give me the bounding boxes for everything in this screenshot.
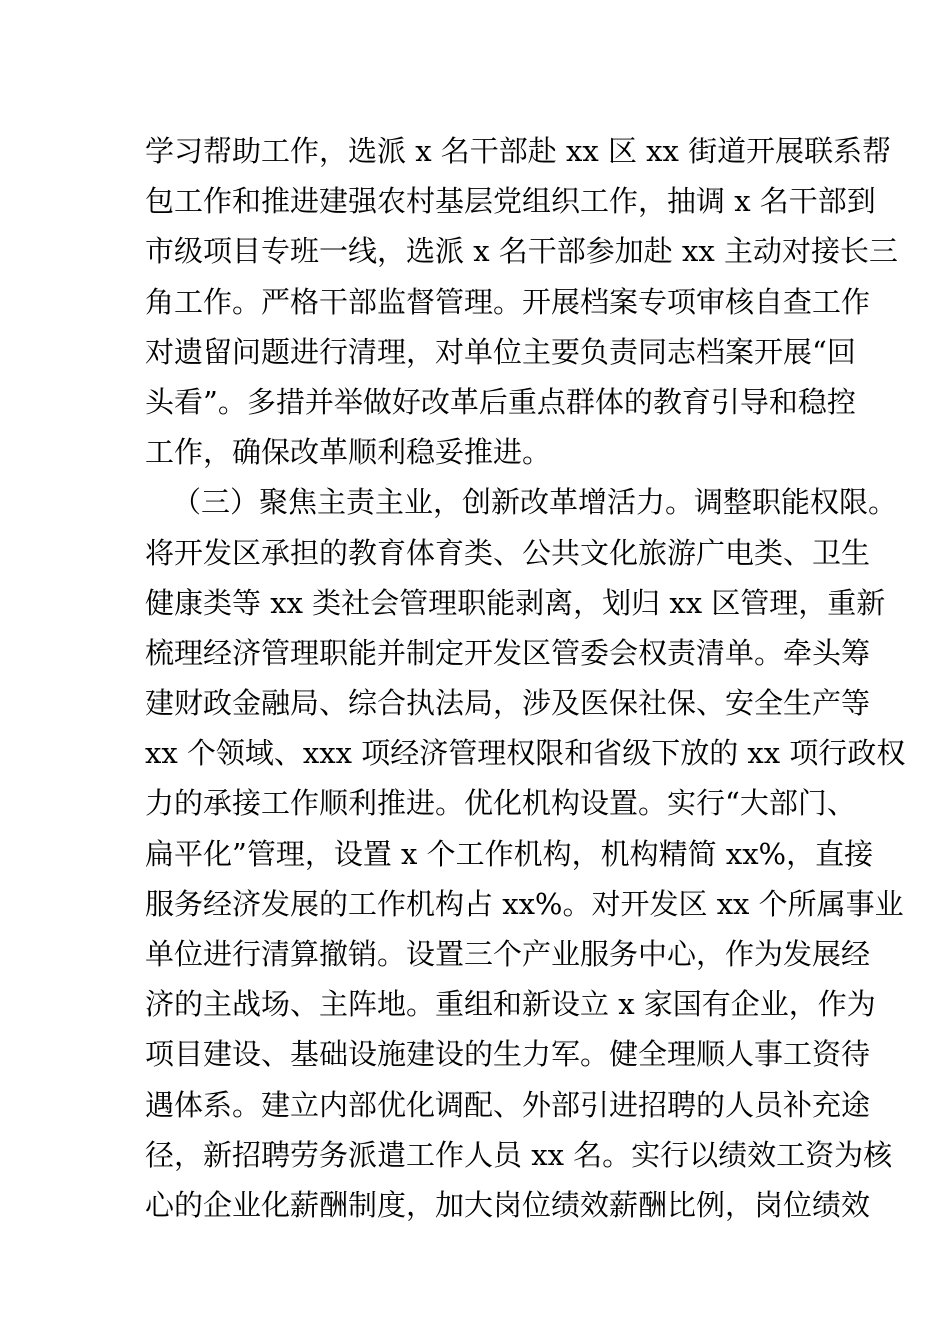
text-line-15: 扁平化”管理，设置 x 个工作机构，机构精简 xx%，直接 <box>145 836 874 871</box>
text-line-13: xx 个领域、xxx 项经济管理权限和省级下放的 xx 项行政权 <box>145 736 906 771</box>
text-line-5: 对遗留问题进行清理，对单位主要负责同志档案开展“回 <box>145 334 856 369</box>
paragraph-heading-line: （三）聚焦主责主业，创新改革增活力。调整职能权限。 <box>172 485 898 520</box>
text-line-9: 将开发区承担的教育体育类、公共文化旅游广电类、卫生 <box>145 535 871 570</box>
text-line-2: 包工作和推进建强农村基层党组织工作，抽调 x 名干部到 <box>145 184 876 219</box>
text-line-12: 建财政金融局、综合执法局，涉及医保社保、安全生产等 <box>145 686 871 721</box>
text-line-16: 服务经济发展的工作机构占 xx%。对开发区 xx 个所属事业 <box>145 886 904 921</box>
text-line-11: 梳理经济管理职能并制定开发区管委会权责清单。牵头筹 <box>145 635 871 670</box>
body-text <box>145 126 906 1230</box>
text-line-21: 径，新招聘劳务派遣工作人员 xx 名。实行以绩效工资为核 <box>145 1137 893 1172</box>
text-line-7: 工作，确保改革顺利稳妥推进。 <box>145 435 552 470</box>
text-line-19: 项目建设、基础设施建设的生力军。健全理顺人事工资待 <box>145 1037 871 1072</box>
text-line-22: 心的企业化薪酬制度，加大岗位绩效薪酬比例，岗位绩效 <box>145 1187 871 1222</box>
text-line-1: 学习帮助工作，选派 x 名干部赴 xx 区 xx 街道开展联系帮 <box>145 134 892 168</box>
text-line-18: 济的主战场、主阵地。重组和新设立 x 家国有企业，作为 <box>145 987 876 1022</box>
text-line-10: 健康类等 xx 类社会管理职能剥离，划归 xx 区管理，重新 <box>145 585 886 620</box>
text-line-17: 单位进行清算撤销。设置三个产业服务中心，作为发展经 <box>145 937 871 971</box>
text-line-6: 头看”。多措并举做好改革后重点群体的教育引导和稳控 <box>145 384 856 419</box>
text-line-20: 遇体系。建立内部优化调配、外部引进招聘的人员补充途 <box>145 1087 871 1122</box>
text-line-4: 角工作。严格干部监督管理。开展档案专项审核自查工作 <box>145 284 871 319</box>
text-line-3: 市级项目专班一线，选派 x 名干部参加赴 xx 主动对接长三 <box>145 234 898 269</box>
text-line-14: 力的承接工作顺利推进。优化机构设置。实行“大部门、 <box>145 786 856 821</box>
